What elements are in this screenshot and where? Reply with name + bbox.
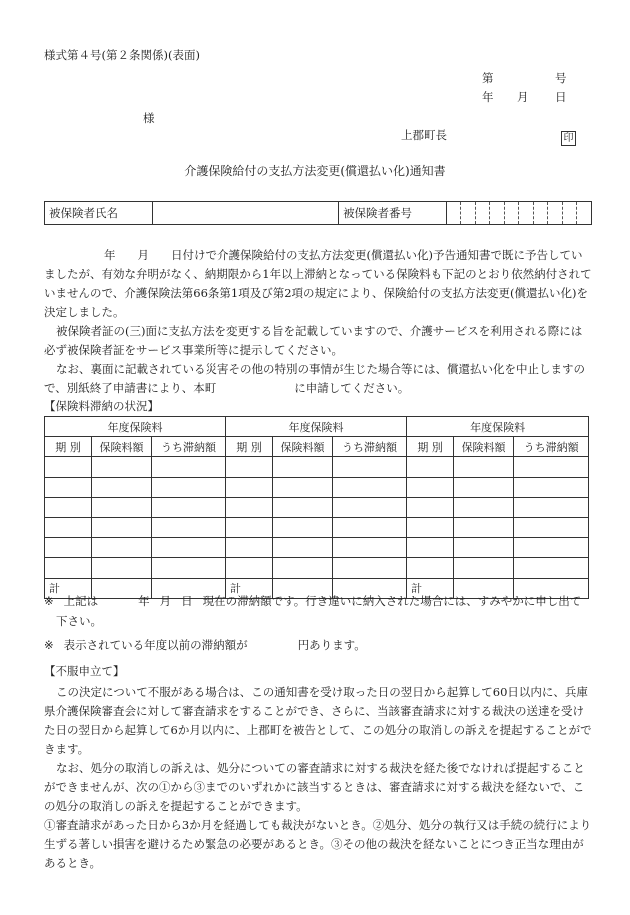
fiscal-year-header: 年度保険料 [45,417,226,437]
doc-number-gou: 号 [555,71,567,85]
recipient-sama: 様 [143,111,155,125]
body-paragraph-2: 被保険者証の(三)面に支払方法を変更する旨を記載していますので、介護サービスを利用される際には必ず被保険者証をサービス事業所等に提示してください。 [44,324,583,357]
insured-number-digit [519,202,534,225]
seal-mark: 印 [561,126,576,146]
table-row [45,558,589,578]
note-mark: ※ [44,638,54,652]
table-row [45,477,589,497]
appeal-paragraph-2: なお、処分の取消しの訴えは、処分についての審査請求に対する裁決を経た後でなければ提起することができませんが、次の①から③までのいずれかに該当するときは、審査請求に対する裁決を経ないで、この処分の取消しの訴えを提起することができます。 [44,761,585,813]
col-arrears: うち滞納額 [333,437,407,457]
table-column-header-row [45,437,589,457]
col-period: 期 別 [45,437,92,457]
body-text [44,246,592,398]
col-premium: 保険料額 [92,437,152,457]
date-month: 月 [517,90,529,104]
col-period: 期 別 [226,437,273,457]
total-label: 計 [407,578,454,598]
total-label: 計 [45,578,92,598]
table-row [45,497,589,517]
appeal-paragraph-3: ①審査請求があった日から3か月を経過しても裁決がないとき。②処分、処分の執行又は手続の続行により生ずる著しい損害を避けるため緊急の必要があるとき。③その他の裁決を経ないことにつき正当な理由があるとき。 [44,818,592,870]
notes [44,591,592,655]
note1-month: 月 [159,594,172,608]
appeal-text [44,683,592,873]
note2-text-b: 円あります。 [297,638,366,652]
col-period: 期 別 [407,437,454,457]
appeal-paragraph-1: この決定について不服がある場合は、この通知書を受け取った日の翌日から起算して60日以内に、兵庫県介護保険審査会に対して審査請求をすることができ、さらに、当該審査請求に対する裁決の送達を受けた日の翌日から起算して6か月以内に、上郡町を被告として、この処分の取消しの訴えを提起することができます。 [44,685,592,756]
table-group-header-row [45,417,589,437]
insured-number-digit [490,202,505,225]
table-row [45,517,589,537]
body-paragraph-3a: なお、裏面に記載されている災害その他の特別の事情が生じた場合等には、償還払い化を中止しますので、別紙終了申請書により、本町 [44,362,585,395]
blank-year: 年 [104,248,116,262]
note-mark: ※ [44,594,54,608]
blank-month: 月 [137,248,149,262]
total-label: 計 [226,578,273,598]
col-premium: 保険料額 [273,437,333,457]
insured-number-label: 被保険者番号 [339,202,447,225]
note1-text-b: 現在の滞納額です。行き違いに納入された場合には、すみやかに申し出て下さい。 [56,594,582,628]
insured-number-digit [475,202,490,225]
insured-name-field [152,202,338,225]
mayor-name: 上郡町長 [401,128,447,142]
insured-number-digit [533,202,548,225]
col-arrears: うち滞納額 [514,437,589,457]
note1-year: 年 [138,594,150,608]
insured-number-digit [562,202,577,225]
insured-number-digit [461,202,476,225]
document-title: 介護保険給付の支払方法変更(償還払い化)通知書 [184,164,446,178]
insured-number-digit [548,202,563,225]
note2-text-a: 表示されている年度以前の滞納額が [63,638,248,652]
body-paragraph-3b: に申請してください。 [294,381,410,395]
arrears-table [44,416,589,599]
col-premium: 保険料額 [454,437,514,457]
date-year: 年 [482,90,494,104]
arrears-heading: 【保険料滞納の状況】 [44,399,159,413]
fiscal-year-header: 年度保険料 [407,417,589,437]
insured-number-digit [577,202,592,225]
doc-number-dai: 第 [482,71,494,85]
insured-name-label: 被保険者氏名 [45,202,153,225]
body-paragraph-1: 日付けで介護保険給付の支払方法変更(償還払い化)予告通知書で既に予告していましたが、有効な弁明がなく、納期限から1年以上滞納となっている保険料も下記のとおり依然納付されていませんので、介護保険法第66条第1項及び第2項の規定により、保険給付の支払方法変更(償還払い化)を決定しました。 [44,248,592,319]
insured-number-digit [446,202,461,225]
col-arrears: うち滞納額 [152,437,226,457]
table-row [45,457,589,477]
note1-day: 日 [181,594,193,608]
fiscal-year-header: 年度保険料 [226,417,407,437]
date-day: 日 [555,90,567,104]
note1-text-a: 上記は [63,594,99,608]
insured-number-digit [504,202,519,225]
form-number: 様式第４号(第２条関係)(表面) [44,48,200,62]
appeal-heading: 【不服申立て】 [44,664,125,678]
insured-info-table [44,201,592,225]
table-row [45,538,589,558]
